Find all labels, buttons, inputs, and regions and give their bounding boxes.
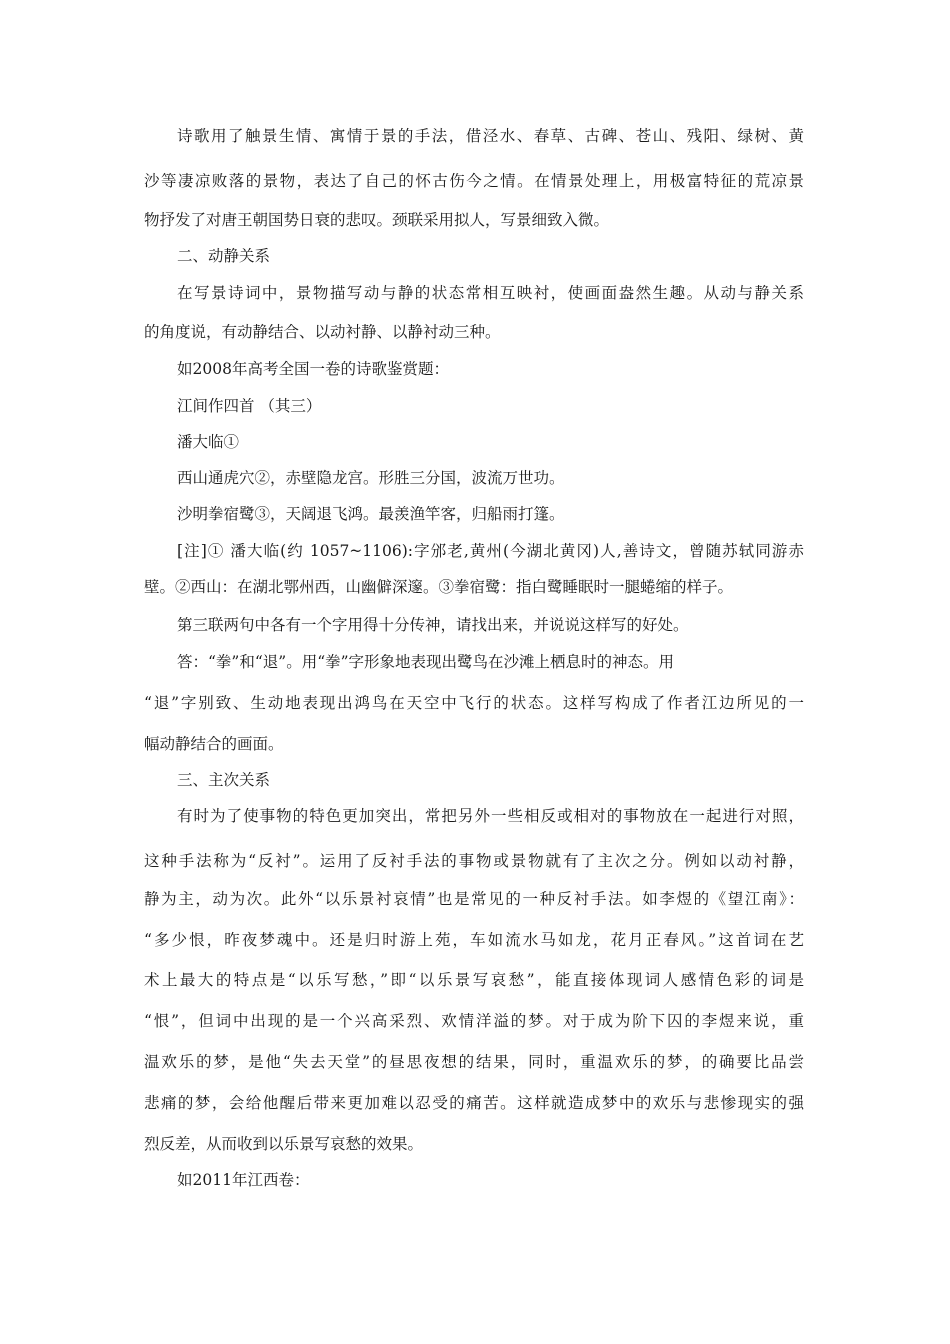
- example-intro: 如2008年高考全国一卷的诗歌鉴赏题：: [177, 360, 449, 378]
- text-line: 悲痛的梦，会给他醒后带来更加难以忍受的痛苦。这样就造成梦中的欢乐与悲惨现实的强: [144, 1094, 804, 1112]
- text-line: 术上最大的特点是“以乐写愁，”即“以乐景写哀愁”，能直接体现词人感情色彩的词是: [144, 971, 804, 989]
- text-line: 幅动静结合的画面。: [144, 735, 284, 753]
- text-line: 答：“拳”和“退”。用“拳”字形象地表现出鹭鸟在沙滩上栖息时的神态。用: [177, 653, 675, 671]
- example-intro: 如2011年江西卷：: [177, 1171, 310, 1189]
- text-line: 温欢乐的梦，是他“失去天堂”的昼思夜想的结果，同时，重温欢乐的梦，的确要比品尝: [144, 1053, 804, 1071]
- text-line: 物抒发了对唐王朝国势日衰的悲叹。颈联采用拟人，写景细致入微。: [144, 211, 610, 229]
- text-line: 这种手法称为“反衬”。运用了反衬手法的事物或景物就有了主次之分。例如以动衬静，: [144, 852, 804, 870]
- text-line: [注]① 潘大临(约 1057~1106):字邠老,黄州(今湖北黄冈)人,善诗文，曾随苏轼同游赤: [177, 542, 804, 560]
- text-line: 烈反差，从而收到以乐景写哀愁的效果。: [144, 1135, 424, 1153]
- question-text: 第三联两句中各有一个字用得十分传神，请找出来，并说说这样写的好处。: [177, 616, 689, 634]
- text-line: “多少恨，昨夜梦魂中。还是归时游上苑，车如流水马如龙，花月正春风。”这首词在艺: [144, 931, 804, 949]
- text-line: 的角度说，有动静结合、以动衬静、以静衬动三种。: [144, 323, 501, 341]
- section-heading: 三、主次关系: [177, 771, 271, 789]
- text-line: “恨”，但词中出现的是一个兴高采烈、欢情洋溢的梦。对于成为阶下囚的李煜来说，重: [144, 1012, 804, 1030]
- text-line: “退”字别致、生动地表现出鸿鸟在天空中飞行的状态。这样写构成了作者江边所见的一: [144, 694, 804, 712]
- section-heading: 二、动静关系: [177, 247, 271, 265]
- text-line: 沙等凄凉败落的景物，表达了自己的怀古伤今之情。在情景处理上，用极富特征的荒凉景: [144, 172, 804, 190]
- text-line: 壁。②西山：在湖北鄂州西，山幽僻深邃。③拳宿鹭：指白鹭睡眠时一腿蜷缩的样子。: [144, 578, 734, 596]
- text-line: 在写景诗词中，景物描写动与静的状态常相互映衬，使画面盎然生趣。从动与静关系: [177, 284, 804, 302]
- text-line: 诗歌用了触景生情、寓情于景的手法，借泾水、春草、古碑、苍山、残阳、绿树、黄: [177, 127, 804, 145]
- poem-line: 沙明拳宿鹭③，天阔退飞鸿。最羡渔竿客，归船雨打篷。: [177, 505, 565, 523]
- poem-line: 西山通虎穴②，赤壁隐龙宫。形胜三分国，波流万世功。: [177, 469, 565, 487]
- poem-title: 江间作四首 （其三）: [177, 397, 322, 415]
- poem-author: 潘大临①: [177, 433, 240, 451]
- text-line: 静为主，动为次。此外“以乐景衬哀情”也是常见的一种反衬手法。如李煜的《望江南》：: [144, 890, 804, 908]
- text-line: 有时为了使事物的特色更加突出，常把另外一些相反或相对的事物放在一起进行对照，: [177, 807, 804, 825]
